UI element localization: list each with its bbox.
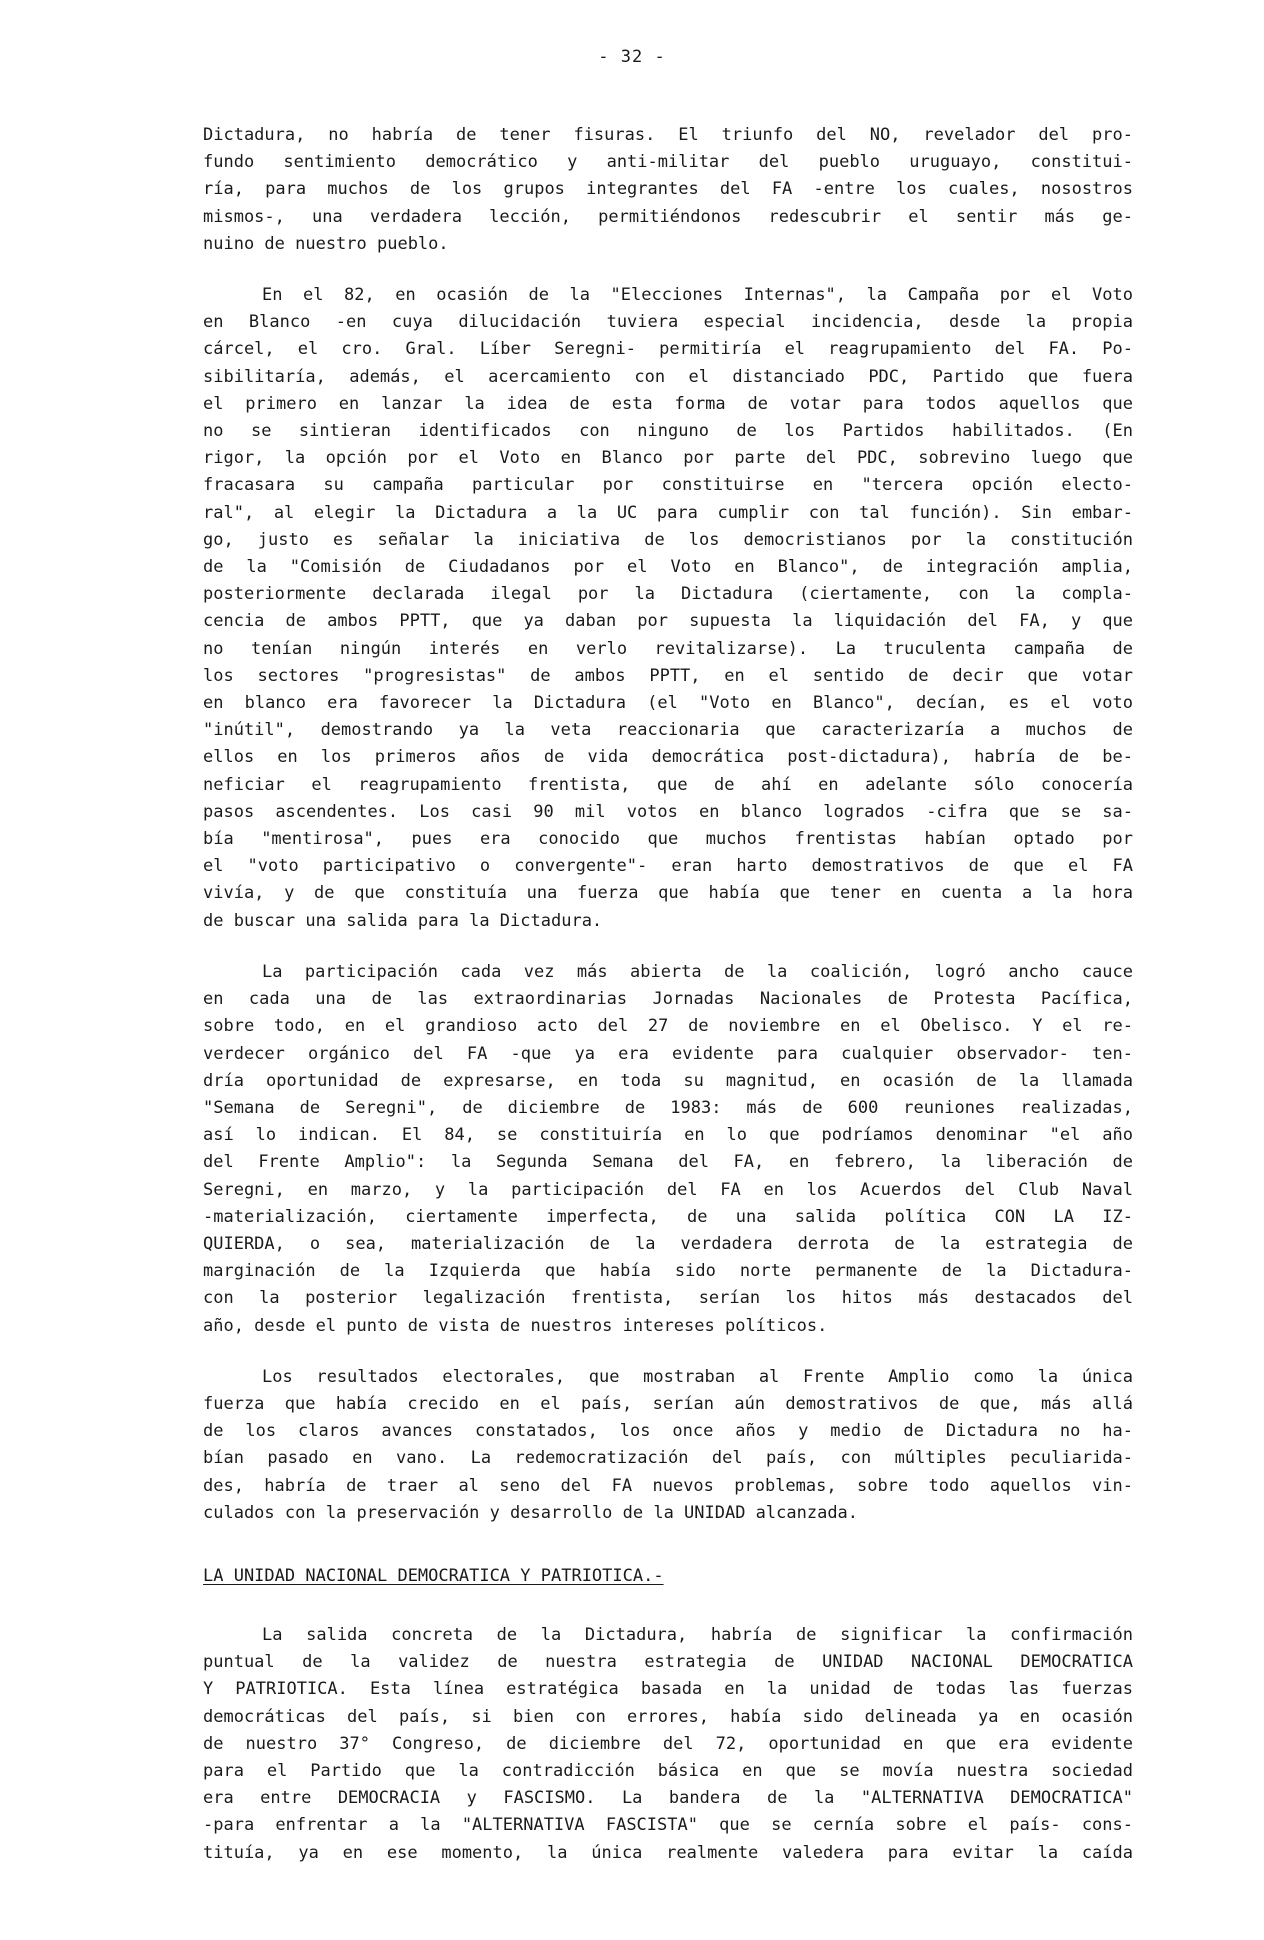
text-line: era entre DEMOCRACIA y FASCISMO. La bandera de la "ALTERNATIVA DEMOCRATICA" (203, 1788, 1133, 1809)
text-line: -para enfrentar a la "ALTERNATIVA FASCISTA" que se cernía sobre el país- cons- (203, 1815, 1133, 1836)
text-line: el "voto participativo o convergente"- eran harto demostrativos de que el FA (203, 856, 1133, 877)
text-line: La salida concreta de la Dictadura, habría de significar la confirmación (262, 1624, 1133, 1645)
text-line: del Frente Amplio": la Segunda Semana del FA, en febrero, la liberación de (203, 1152, 1133, 1173)
text-line: fundo sentimiento democrático y anti-militar del pueblo uruguayo, constitui- (203, 152, 1133, 173)
text-line: culados con la preservación y desarrollo de la UNIDAD alcanzada. (203, 1502, 859, 1523)
text-line: democráticas del país, si bien con errores, había sido delineada ya en ocasión (203, 1706, 1133, 1727)
text-line: con la posterior legalización frentista, serían los hitos más destacados del (203, 1288, 1133, 1309)
text-line: en Blanco -en cuya dilucidación tuviera especial incidencia, desde la propia (203, 312, 1133, 333)
text-line: ría, para muchos de los grupos integrantes del FA -entre los cuales, nosostros (203, 179, 1133, 200)
text-line: ral", al elegir la Dictadura a la UC para cumplir con tal función). Sin embar- (203, 502, 1133, 523)
text-line: de buscar una salida para la Dictadura. (203, 910, 603, 931)
paragraph-5 (203, 1622, 1133, 1867)
paragraph-1 (203, 122, 1133, 258)
section-heading: LA UNIDAD NACIONAL DEMOCRATICA Y PATRIOTICA.- (203, 1565, 664, 1586)
text-line: neficiar el reagrupamiento frentista, que de ahí en adelante sólo conocería (203, 774, 1133, 795)
text-line: Dictadura, no habría de tener fisuras. El triunfo del NO, revelador del pro- (203, 125, 1133, 145)
text-line: puntual de la validez de nuestra estrategia de UNIDAD NACIONAL DEMOCRATICA (203, 1652, 1133, 1673)
text-line: en cada una de las extraordinarias Jornadas Nacionales de Protesta Pacífica, (203, 989, 1133, 1010)
text-line: en blanco era favorecer la Dictadura (el "Voto en Blanco", decían, es el voto (203, 693, 1133, 714)
text-line: go, justo es señalar la iniciativa de los democristianos por la constitución (203, 529, 1133, 550)
text-line: marginación de la Izquierda que había sido norte permanente de la Dictadura- (203, 1261, 1133, 1282)
text-line: nuino de nuestro pueblo. (203, 233, 449, 254)
text-line: sobre todo, en el grandioso acto del 27 de noviembre en el Obelisco. Y el re- (203, 1016, 1133, 1037)
text-line: En el 82, en ocasión de la "Elecciones Internas", la Campaña por el Voto (262, 285, 1133, 306)
text-line: bían pasado en vano. La redemocratización del país, con múltiples peculiarida- (203, 1448, 1133, 1469)
text-line: tituía, ya en ese momento, la única realmente valedera para evitar la caída (203, 1842, 1133, 1863)
text-line: "Semana de Seregni", de diciembre de 1983: más de 600 reuniones realizadas, (203, 1097, 1133, 1118)
text-line: pasos ascendentes. Los casi 90 mil votos en blanco logrados -cifra que se sa- (203, 801, 1133, 822)
paragraph-2 (203, 282, 1133, 935)
text-line: verdecer orgánico del FA -que ya era evidente para cualquier observador- ten- (203, 1043, 1133, 1064)
text-line: de los claros avances constatados, los once años y medio de Dictadura no ha- (203, 1421, 1133, 1442)
text-line: QUIERDA, o sea, materialización de la verdadera derrota de la estrategia de (203, 1233, 1133, 1254)
text-line: bía "mentirosa", pues era conocido que muchos frentistas habían optado por (203, 829, 1133, 850)
text-line: así lo indican. El 84, se constituiría en lo que podríamos denominar "el año (203, 1125, 1133, 1146)
text-line: el primero en lanzar la idea de esta forma de votar para todos aquellos que (203, 393, 1133, 414)
text-line: no se sintieran identificados con ninguno de los Partidos habilitados. (En (203, 421, 1133, 442)
text-line: Y PATRIOTICA. Esta línea estratégica basada en la unidad de todas las fuerzas (203, 1679, 1133, 1700)
text-line: para el Partido que la contradicción básica en que se movía nuestra sociedad (203, 1760, 1133, 1781)
text-line: año, desde el punto de vista de nuestros intereses políticos. (203, 1315, 828, 1336)
paragraph-4 (203, 1364, 1133, 1527)
text-line: posteriormente declarada ilegal por la Dictadura (ciertamente, con la compla- (203, 584, 1133, 605)
text-line: fracasara su campaña particular por constituirse en "tercera opción electo- (203, 475, 1133, 496)
text-line: no tenían ningún interés en verlo revitalizarse). La truculenta campaña de (203, 638, 1133, 659)
text-line: fuerza que había crecido en el país, serían aún demostrativos de que, más allá (203, 1393, 1133, 1414)
text-line: ellos en los primeros años de vida democrática post-dictadura), habría de be- (203, 747, 1133, 768)
text-line: Los resultados electorales, que mostraban al Frente Amplio como la única (262, 1366, 1133, 1387)
paragraph-3 (203, 959, 1133, 1340)
text-line: -materialización, ciertamente imperfecta, de una salida política CON LA IZ- (203, 1206, 1133, 1227)
text-line: de la "Comisión de Ciudadanos por el Voto en Blanco", de integración amplia, (203, 557, 1133, 578)
text-line: los sectores "progresistas" de ambos PPTT, en el sentido de decir que votar (203, 665, 1133, 686)
text-line: dría oportunidad de expresarse, en toda su magnitud, en ocasión de la llamada (203, 1070, 1133, 1091)
text-line: Seregni, en marzo, y la participación del FA en los Acuerdos del Club Naval (203, 1179, 1133, 1200)
text-line: La participación cada vez más abierta de la coalición, logró ancho cauce (262, 961, 1133, 982)
text-line: sibilitaría, además, el acercamiento con el distanciado PDC, Partido que fuera (203, 366, 1133, 387)
page-number: - 32 - (598, 47, 666, 67)
text-line: rigor, la opción por el Voto en Blanco por parte del PDC, sobrevino luego que (203, 448, 1133, 469)
text-line: cencia de ambos PPTT, que ya daban por supuesta la liquidación del FA, y que (203, 611, 1133, 632)
text-line: des, habría de traer al seno del FA nuevos problemas, sobre todo aquellos vin- (203, 1475, 1133, 1496)
body-text (203, 122, 1133, 1867)
text-line: de nuestro 37° Congreso, de diciembre del 72, oportunidad en que era evidente (203, 1733, 1133, 1754)
text-line: "inútil", demostrando ya la veta reaccionaria que caracterizaría a muchos de (203, 720, 1133, 741)
text-line: cárcel, el cro. Gral. Líber Seregni- permitiría el reagrupamiento del FA. Po- (203, 339, 1133, 360)
text-line: vivía, y de que constituía una fuerza que había que tener en cuenta a la hora (203, 883, 1133, 904)
text-line: mismos-, una verdadera lección, permitiéndonos redescubrir el sentir más ge- (203, 206, 1133, 227)
